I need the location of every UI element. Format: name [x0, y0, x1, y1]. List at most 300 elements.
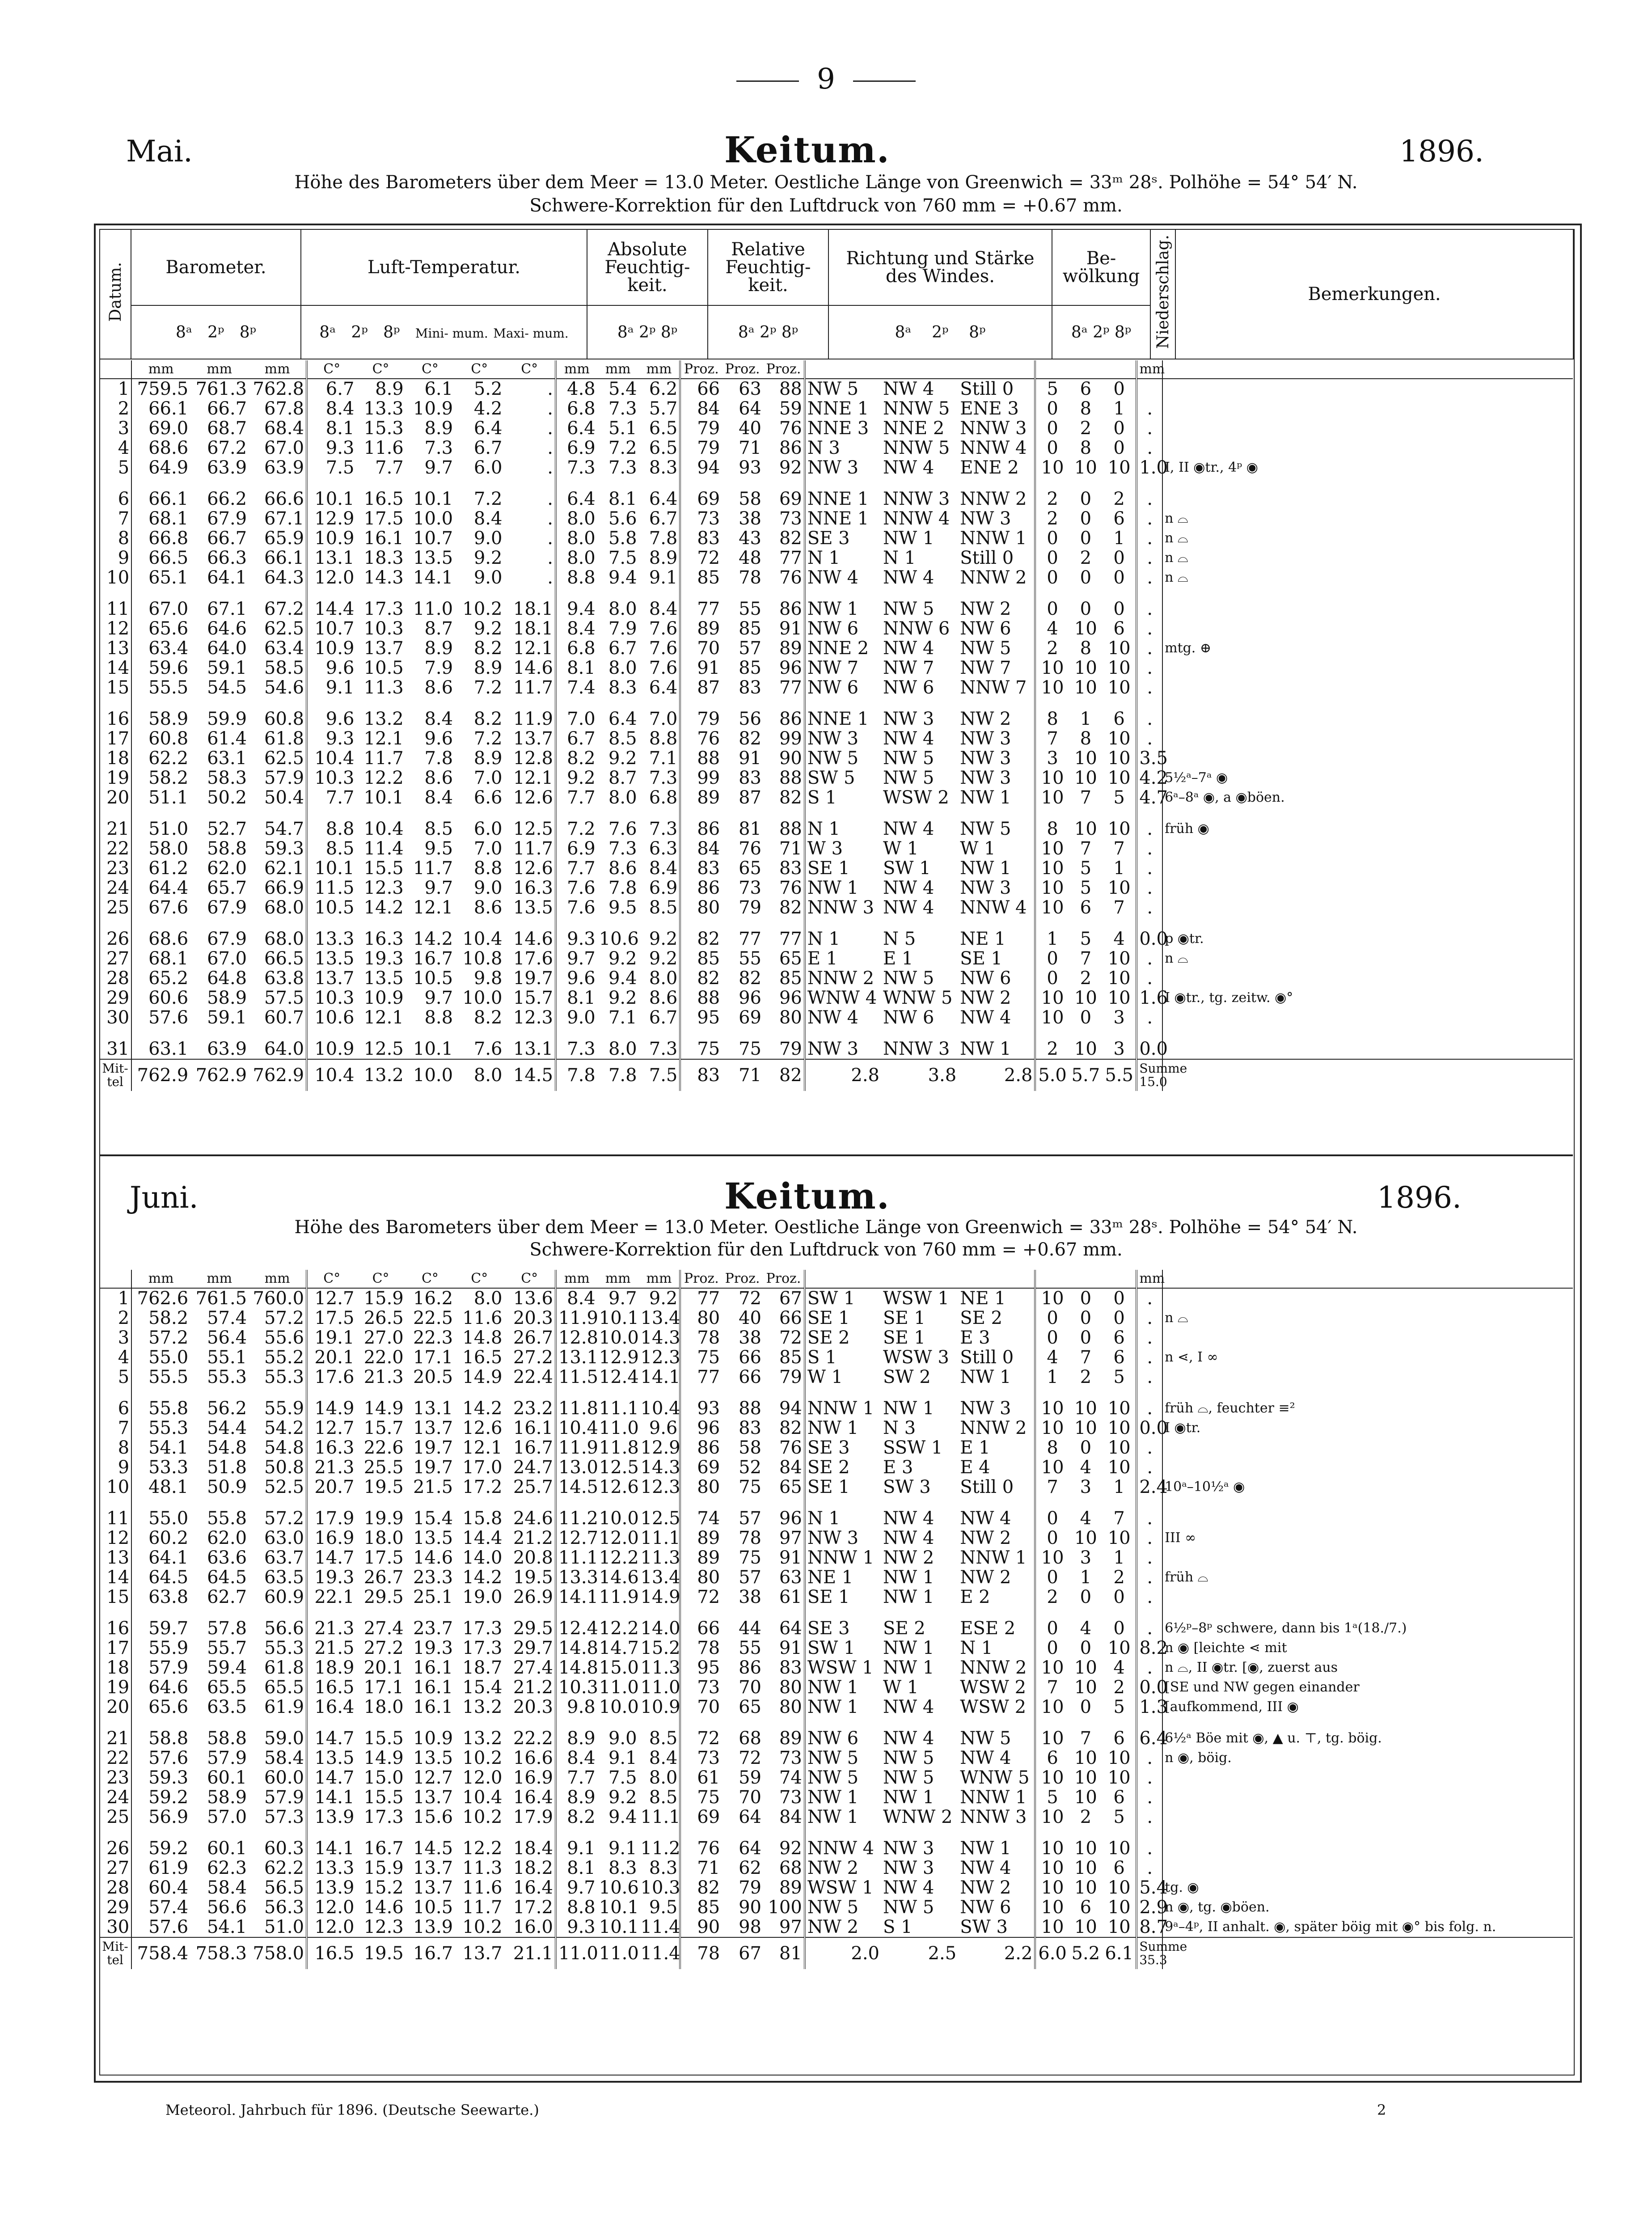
precip-cell: .: [1137, 1768, 1162, 1788]
temp-max-cell: 17.9: [504, 1807, 556, 1827]
precip-cell: .: [1137, 1807, 1162, 1827]
cloud-8p-cell: 0: [1103, 548, 1137, 568]
baro-8p-cell: 68.0: [249, 898, 307, 917]
abs-2p-cell: 7.2: [608, 438, 637, 458]
rel-8p-cell: 88: [763, 819, 805, 839]
wind-2p-cell: NW 4: [883, 638, 934, 659]
rel-8p-cell: 73: [763, 1788, 805, 1807]
temp-max-cell: 12.8: [504, 748, 556, 768]
wind-8p-cell: ENE 3: [958, 399, 1035, 418]
baro-2p-cell: 57.9: [207, 1748, 247, 1768]
wind-8p-cell: NNW 1: [958, 1548, 1035, 1568]
precip-cell: .: [1137, 599, 1162, 619]
wind-8a-cell: NNE 1: [807, 508, 869, 529]
temp-min-cell: 6.7: [473, 438, 503, 458]
temp-min-cell: 17.3: [462, 1618, 503, 1639]
baro-8a-cell: 69.0: [148, 418, 189, 439]
abs-2p-cell: 8.0: [608, 787, 637, 808]
abs-8p-cell: 9.2: [639, 1288, 680, 1308]
precip-cell: 1.3: [1137, 1697, 1162, 1717]
wind-8a-cell: SE 1: [807, 1477, 850, 1497]
temp-8a-cell: 17.5: [314, 1308, 355, 1328]
cloud-8p-cell: 0: [1103, 1288, 1137, 1308]
abs-8p-cell: 6.4: [639, 678, 680, 698]
cloud-8a-cell: 0: [1047, 968, 1058, 989]
rel-8p-cell: 90: [763, 748, 805, 768]
cloud-8p-cell: 6: [1103, 1788, 1137, 1807]
precip-cell: .: [1137, 1839, 1162, 1858]
table-row: [99, 678, 1573, 698]
temp-8a-cell: 20.1: [314, 1347, 355, 1368]
wind-2p-cell: NW 3: [883, 1858, 934, 1878]
baro-2p-cell: 56.4: [207, 1327, 247, 1348]
unit-cell: C°: [455, 360, 504, 379]
temp-8p-cell: 16.1: [413, 1677, 453, 1698]
baro-8a-cell: 60.2: [148, 1528, 189, 1548]
day-cell: 6: [99, 489, 131, 509]
cloud-2p-cell: 0: [1080, 1638, 1092, 1658]
temp-2p-cell: 12.1: [363, 1007, 404, 1028]
temp-8a-cell: 12.7: [314, 1418, 355, 1438]
temp-8a-mean-cell: 10.4: [307, 1059, 356, 1091]
cloud-2p-cell: 0: [1080, 528, 1092, 549]
cloud-8a-cell: 10: [1041, 658, 1064, 678]
rel-8p-cell: 97: [763, 1917, 805, 1937]
abs-2p-cell: 10.1: [599, 1308, 639, 1328]
wind-2p-cell: NW 5: [883, 1748, 934, 1768]
abs-8a-cell: 14.5: [558, 1477, 598, 1497]
temp-8a-cell: 12.0: [314, 567, 355, 588]
baro-8a-cell: 60.4: [148, 1877, 189, 1898]
temp-max-cell: 29.5: [504, 1619, 556, 1638]
cloud-8p-cell: 2: [1103, 489, 1137, 509]
abs-2p-cell: 8.0: [608, 1039, 637, 1059]
temp-8p-cell: 13.5: [413, 1748, 453, 1768]
rel-2p-cell: 64: [739, 1838, 761, 1859]
cloud-8p-cell: 3: [1103, 1008, 1137, 1027]
temp-max-mean-cell: 14.5: [504, 1059, 556, 1091]
temp-8p-cell: 13.1: [413, 1398, 453, 1419]
cloud-8a-cell: 1: [1047, 1367, 1058, 1387]
rel-2p-cell: 70: [739, 1787, 761, 1808]
cloud-2p-cell: 8: [1080, 638, 1092, 659]
wind-8a-cell: NNE 2: [807, 638, 869, 659]
temp-2p-cell: 17.5: [363, 1547, 404, 1568]
remark-cell: [1162, 1858, 1573, 1878]
temp-8a-cell: 16.4: [314, 1697, 355, 1717]
baro-2p-cell: 54.4: [207, 1418, 247, 1438]
unit-cell: C°: [406, 1270, 455, 1288]
rel-8p-cell: 97: [763, 1528, 805, 1548]
temp-min-cell: 7.2: [473, 489, 503, 509]
temp-min-cell: 8.2: [473, 709, 503, 729]
cloud-2p-cell: 10: [1074, 1787, 1097, 1808]
temp-min-cell: 8.2: [473, 1007, 503, 1028]
baro-2p-cell: 64.0: [207, 638, 247, 659]
rel-2p-cell: 69: [739, 1007, 761, 1028]
temp-2p-cell: 17.1: [363, 1677, 404, 1698]
temp-2p-cell: 11.7: [363, 748, 404, 769]
temp-min-cell: 11.3: [462, 1858, 503, 1878]
temp-8p-cell: 10.7: [413, 528, 453, 549]
cloud-8a-cell: 8: [1047, 1437, 1058, 1458]
cloud-2p-cell: 3: [1080, 1547, 1092, 1568]
header-cloudiness: Be- wölkung: [1052, 229, 1150, 305]
units-row: [99, 1270, 1573, 1288]
cloud-8p-cell: 0: [1103, 568, 1137, 588]
wind-8p-cell: NE 1: [958, 929, 1035, 949]
rel-2p-cell: 75: [739, 1547, 761, 1568]
temp-2p-cell: 17.3: [363, 1807, 404, 1827]
temp-8a-cell: 8.1: [325, 418, 355, 439]
abs-8p-cell: 14.1: [639, 1367, 680, 1387]
temp-8a-cell: 10.5: [314, 897, 355, 918]
temp-min-cell: 12.6: [462, 1418, 503, 1438]
remark-cell: [1162, 418, 1573, 438]
abs-8a-cell: 11.9: [558, 1437, 598, 1458]
baro-8p-cell: 62.1: [249, 858, 307, 878]
table-row: [99, 858, 1573, 878]
baro-2p-cell: 64.1: [207, 567, 247, 588]
temp-8a-cell: 17.9: [314, 1508, 355, 1529]
cloud-8a-cell: 0: [1047, 1528, 1058, 1548]
abs-2p-cell: 11.1: [599, 1398, 639, 1419]
abs-2p-cell: 9.0: [608, 1728, 637, 1749]
header-precipitation: Niederschlag.: [1150, 229, 1175, 359]
rel-8p-cell: 59: [763, 399, 805, 418]
rel-8p-cell: 65: [763, 1477, 805, 1497]
cloud-2p-cell: 10: [1074, 988, 1097, 1008]
temp-2p-cell: 12.3: [363, 878, 404, 898]
wind-8p-cell: E 1: [958, 1438, 1035, 1458]
cloud-8a-cell: 10: [1041, 1838, 1064, 1859]
wind-8p-cell: NW 3: [958, 878, 1035, 898]
baro-8a-cell: 66.1: [148, 398, 189, 419]
temp-2p-cell: 19.5: [363, 1477, 404, 1497]
baro-8a-cell: 63.4: [148, 638, 189, 659]
unit-cell: mm: [1137, 1270, 1162, 1288]
day-cell: 26: [99, 1839, 131, 1858]
abs-8p-cell: 12.3: [639, 1348, 680, 1367]
rel-8p-cell: 88: [763, 379, 805, 399]
temp-min-cell: 17.0: [462, 1457, 503, 1478]
table-row: [99, 1328, 1573, 1348]
temp-max-cell: 16.6: [504, 1748, 556, 1768]
cloud-8p-cell: 10: [1103, 768, 1137, 788]
cloud-8a-cell: 8: [1047, 709, 1058, 729]
units-row: [99, 360, 1573, 379]
baro-2p-cell: 64.8: [207, 968, 247, 989]
wind-8p-cell: NE 1: [958, 1288, 1035, 1308]
day-cell: 22: [99, 839, 131, 858]
precip-cell: .: [1137, 1568, 1162, 1587]
cloud-2p-cell: 0: [1080, 599, 1092, 619]
temp-8a-cell: 21.5: [314, 1638, 355, 1658]
rel-2p-cell: 98: [739, 1917, 761, 1937]
rel-2p-cell: 83: [739, 768, 761, 788]
table-row: [99, 929, 1573, 949]
temp-2p-cell: 18.0: [363, 1697, 404, 1717]
cloud-8a-cell: 10: [1041, 1398, 1064, 1419]
temp-8a-cell: 11.5: [314, 878, 355, 898]
cloud-8a-cell: 10: [1041, 457, 1064, 478]
wind-8a-cell: NW 3: [807, 728, 859, 749]
baro-2p-cell: 67.9: [207, 508, 247, 529]
rel-8p-cell: 77: [763, 929, 805, 949]
wind-8p-cell: NW 4: [958, 1509, 1035, 1528]
cloud-2p-cell: 10: [1074, 1838, 1097, 1859]
table-row: [99, 968, 1573, 988]
wind-2p-cell: NW 1: [883, 1567, 934, 1588]
rel-2p-cell: 64: [739, 1807, 761, 1827]
rel-8a-cell: 70: [697, 1697, 720, 1717]
wind-2p-cell: NW 3: [883, 709, 934, 729]
abs-8a-cell: 8.4: [567, 1288, 596, 1309]
wind-8p-cell: SE 1: [958, 949, 1035, 968]
temp-8a-cell: 13.7: [314, 968, 355, 989]
wind-2p-cell: WSW 2: [883, 787, 949, 808]
wind-2p-cell: SW 1: [883, 858, 931, 879]
wind-2p-cell: NW 1: [883, 1638, 934, 1658]
abs-8p-cell: 11.1: [639, 1807, 680, 1827]
cloud-2p-cell: 6: [1080, 1897, 1092, 1918]
cloud-2p-cell: 5: [1080, 929, 1092, 949]
baro-8p-cell: 66.5: [249, 949, 307, 968]
temp-8p-cell: 10.1: [413, 1039, 453, 1059]
abs-8p-cell: 7.8: [639, 528, 680, 548]
abs-8p-cell: 9.1: [639, 568, 680, 588]
precip-cell: 1.0: [1137, 458, 1162, 478]
cloud-8p-cell: 7: [1103, 839, 1137, 858]
rel-8p-cell: 68: [763, 1858, 805, 1878]
cloud-2p-cell: 10: [1074, 819, 1097, 839]
temp-8p-cell: 13.7: [413, 1787, 453, 1808]
baro-8p-cell: 60.8: [249, 709, 307, 729]
remark-cell: [1162, 678, 1573, 698]
temp-8p-cell: 22.3: [413, 1327, 453, 1348]
table-row: [99, 458, 1573, 478]
abs-2p-cell: 10.0: [599, 1508, 639, 1529]
temp-max-cell: 16.4: [504, 1878, 556, 1898]
rel-8a-cell: 69: [697, 489, 720, 509]
rel-8a-cell: 76: [697, 1838, 720, 1859]
unit-cell: [881, 360, 958, 379]
temp-8a-cell: 13.3: [314, 929, 355, 949]
rel-8p-cell: 76: [763, 878, 805, 898]
abs-8a-cell: 9.8: [567, 1697, 596, 1717]
rel-8a-cell: 79: [697, 438, 720, 458]
abs-8a-cell: 8.0: [567, 508, 596, 529]
cloud-2p-cell: 10: [1074, 1418, 1097, 1438]
rel-8a-cell: 91: [697, 658, 720, 678]
rel-2p-cell: 64: [739, 398, 761, 419]
wind-8a-cell: NW 5: [807, 1767, 859, 1788]
abs-2p-cell: 9.1: [608, 1748, 637, 1768]
table-row: [99, 568, 1573, 588]
temp-2p-cell: 27.4: [363, 1618, 404, 1639]
rel-8p-cell: 89: [763, 1729, 805, 1748]
wind-2p-cell: NW 4: [883, 728, 934, 749]
wind-8a-cell: SE 2: [807, 1327, 850, 1348]
baro-8a-cell: 55.5: [148, 677, 189, 698]
abs-2p-cell: 10.0: [599, 1327, 639, 1348]
abs-8a-mean-cell: 11.0: [556, 1937, 597, 1969]
precip-cell: .: [1137, 1619, 1162, 1638]
june-month-label: Juni.: [130, 1180, 199, 1215]
day-cell: 8: [99, 528, 131, 548]
temp-min-cell: 13.2: [462, 1697, 503, 1717]
rel-8a-cell: 83: [697, 858, 720, 879]
wind-8a-cell: NW 4: [807, 1007, 859, 1028]
wind-8p-cell: NW 2: [958, 1568, 1035, 1587]
temp-min-cell: 8.9: [473, 748, 503, 769]
abs-2p-cell: 6.4: [608, 709, 637, 729]
temp-min-cell: 10.2: [462, 1917, 503, 1937]
abs-2p-cell: 8.0: [608, 599, 637, 619]
cloud-8a-cell: 10: [1041, 1877, 1064, 1898]
cloud-8a-cell: 0: [1047, 1638, 1058, 1658]
table-row: [99, 1748, 1573, 1768]
rel-2p-cell: 76: [739, 838, 761, 859]
remark-cell: n ⌓: [1165, 530, 1188, 546]
temp-8a-cell: 19.3: [314, 1567, 355, 1588]
wind-2p-cell: SE 1: [883, 1308, 925, 1328]
wind-8p-cell: NW 6: [958, 1898, 1035, 1917]
abs-8p-cell: 14.3: [639, 1328, 680, 1348]
group-gap: [99, 1607, 1573, 1619]
remark-cell: [1162, 1807, 1573, 1827]
day-cell: 24: [99, 1788, 131, 1807]
month-separator: [99, 1154, 1573, 1156]
rel-8p-cell: 69: [763, 489, 805, 509]
baro-2p-cell: 761.5: [195, 1288, 247, 1309]
abs-8p-cell: 7.6: [639, 619, 680, 638]
temp-2p-cell: 17.5: [363, 508, 404, 529]
remark-cell: [1162, 1288, 1573, 1308]
temp-min-cell: 10.4: [462, 929, 503, 949]
abs-2p-cell: 11.9: [599, 1587, 639, 1607]
cloud-8p-cell: 10: [1103, 1917, 1137, 1937]
baro-8p-cell: 760.0: [249, 1288, 307, 1308]
wind-8a-cell: N 1: [807, 819, 840, 839]
unit-cell: mm: [597, 1270, 639, 1288]
wind-2p-cell: NW 5: [883, 968, 934, 989]
table-row: [99, 548, 1573, 568]
temp-8p-cell: 16.1: [413, 1697, 453, 1717]
wind-2p-cell: WNW 5: [883, 988, 953, 1008]
baro-8a-cell: 48.1: [148, 1477, 189, 1497]
wind-8a-cell: NW 5: [807, 1748, 859, 1768]
baro-8p-cell: 57.2: [249, 1308, 307, 1328]
temp-8a-cell: 14.7: [314, 1767, 355, 1788]
unit-cell: [1103, 1270, 1137, 1288]
unit-cell: [99, 360, 131, 379]
baro-2p-cell: 51.8: [207, 1457, 247, 1478]
temp-2p-cell: 15.5: [363, 1787, 404, 1808]
wind-2p-cell: N 3: [883, 1418, 916, 1438]
temp-max-cell: 12.6: [504, 788, 556, 807]
cloud-8a-cell: 0: [1047, 398, 1058, 419]
cloud-2p-cell: 4: [1080, 1457, 1092, 1478]
abs-8a-cell: 6.7: [567, 728, 596, 749]
baro-2p-cell: 67.9: [207, 929, 247, 949]
baro-2p-cell: 65.7: [207, 878, 247, 898]
table-row: [99, 1898, 1573, 1917]
temp-max-cell: 16.0: [504, 1917, 556, 1937]
precip-cell: .: [1137, 1587, 1162, 1607]
cloud-8a-cell: 0: [1047, 948, 1058, 969]
table-row: [99, 1658, 1573, 1678]
cloud-8p-cell: 6: [1103, 1729, 1137, 1748]
temp-8p-cell: 17.1: [413, 1347, 453, 1368]
temp-8p-cell: 19.7: [413, 1437, 453, 1458]
abs-2p-cell: 7.8: [608, 878, 637, 898]
temp-8p-cell: 13.5: [413, 1528, 453, 1548]
temp-max-cell: 12.1: [504, 638, 556, 658]
remark-cell: 9ᵃ–4ᵖ, II anhalt. ◉, später böig mit ◉° bis folg. n.: [1165, 1919, 1496, 1935]
group-gap: [99, 698, 1573, 709]
rel-8p-cell: 65: [763, 949, 805, 968]
cloud-8p-cell: 10: [1103, 1768, 1137, 1788]
temp-8p-cell: 16.2: [413, 1288, 453, 1309]
wind-2p-cell: NW 4: [883, 1697, 934, 1717]
temp-8p-cell: 7.8: [424, 748, 453, 769]
rel-8p-mean-cell: 81: [763, 1937, 805, 1969]
baro-8a-cell: 59.6: [148, 658, 189, 678]
baro-8a-cell: 64.5: [148, 1567, 189, 1588]
abs-8p-cell: 11.3: [639, 1548, 680, 1568]
temp-8a-cell: 10.9: [314, 638, 355, 659]
baro-2p-cell: 65.5: [207, 1677, 247, 1698]
baro-2p-cell: 56.2: [207, 1398, 247, 1419]
temp-8a-cell: 8.8: [325, 819, 355, 839]
rel-2p-cell: 91: [739, 748, 761, 769]
precip-cell: 0.0: [1137, 1418, 1162, 1438]
table-row: [99, 898, 1573, 917]
abs-8p-cell: 13.4: [639, 1308, 680, 1328]
precip-cell: .: [1137, 709, 1162, 729]
temp-min-cell: 11.7: [462, 1897, 503, 1918]
baro-8p-cell: 57.2: [249, 1509, 307, 1528]
baro-8p-cell: 50.4: [249, 788, 307, 807]
table-row: [99, 1477, 1573, 1497]
temp-max-cell: .: [504, 458, 556, 478]
precip-cell: .: [1137, 878, 1162, 898]
temp-min-cell: 11.6: [462, 1308, 503, 1328]
temp-min-cell: 14.4: [462, 1528, 503, 1548]
rel-8a-cell: 73: [697, 508, 720, 529]
temp-max-cell: .: [504, 568, 556, 588]
abs-8p-cell: 7.3: [639, 1039, 680, 1059]
abs-8p-cell: 12.9: [639, 1438, 680, 1458]
precip-cell: .: [1137, 898, 1162, 917]
temp-2p-cell: 15.9: [363, 1858, 404, 1878]
temp-8p-cell: 13.7: [413, 1858, 453, 1878]
rel-8p-mean-cell: 82: [763, 1059, 805, 1091]
temp-2p-cell: 14.9: [363, 1398, 404, 1419]
wind-8a-cell: NW 1: [807, 1697, 859, 1717]
day-cell: 6: [99, 1399, 131, 1418]
precip-cell: .: [1137, 819, 1162, 839]
day-cell: 10: [99, 568, 131, 588]
baro-2p-cell: 55.1: [207, 1347, 247, 1368]
temp-max-cell: .: [504, 509, 556, 528]
temp-max-cell: 18.1: [504, 599, 556, 619]
temp-max-cell: 14.6: [504, 929, 556, 949]
cloud-8a-cell: 4: [1047, 618, 1058, 639]
day-cell: 30: [99, 1008, 131, 1027]
rel-8a-cell: 90: [697, 1917, 720, 1937]
